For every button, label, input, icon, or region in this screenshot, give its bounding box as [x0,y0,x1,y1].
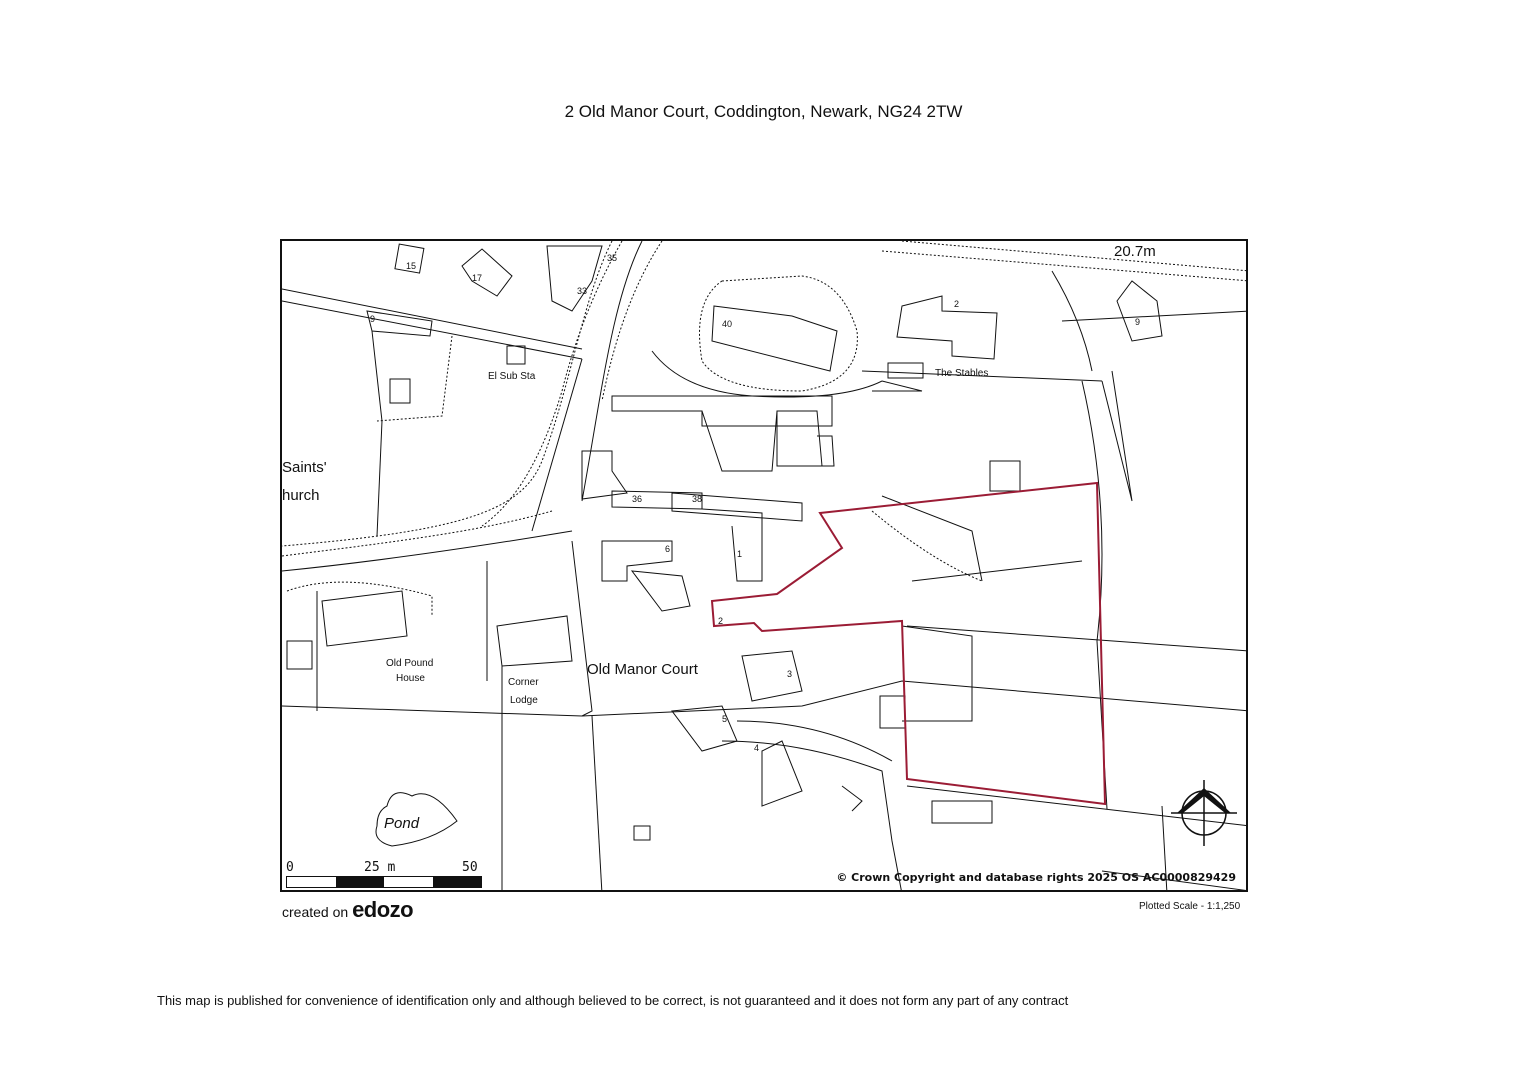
copyright-notice: © Crown Copyright and database rights 2025 OS AC0000829429 [836,871,1236,884]
house-number-17: 17 [472,273,483,283]
pond-label: Pond [384,815,420,832]
scale-tick-25: 25 m [364,860,396,875]
corner-lodge-label-2: Lodge [510,695,538,706]
house-number-36: 36 [632,494,643,504]
map-linework [282,241,1248,892]
house-number-9a: 9 [370,314,376,324]
created-on-text: created on [282,904,349,920]
old-pound-house-label-1: Old Pound [386,658,434,669]
house-number-3: 3 [787,669,793,679]
house-number-2-top: 2 [954,299,960,309]
house-number-35: 35 [607,253,618,263]
created-on-brand[interactable] [282,897,413,923]
house-number-4: 4 [754,743,760,753]
house-number-33: 33 [577,286,588,296]
scale-tick-0: 0 [286,860,294,875]
house-number-6: 6 [665,544,671,554]
church-label: hurch [282,487,320,504]
edozo-logo: edozo [352,897,414,922]
old-manor-court-label: Old Manor Court [587,661,698,678]
disclaimer-text: This map is published for convenience of identification only and although believed to be correct, is not guaranteed and it does not form any part of any contract [157,993,1069,1008]
old-pound-house-label-2: House [396,673,425,684]
house-number-2: 2 [718,616,724,626]
plotted-scale: Plotted Scale - 1:1,250 [1139,901,1241,912]
house-number-40: 40 [722,319,733,329]
map-canvas[interactable] [280,239,1248,892]
north-arrow-icon [1167,776,1241,850]
elevation-label: 20.7m [1114,243,1156,260]
house-number-5: 5 [722,714,728,724]
scale-bar [286,860,486,892]
house-number-38: 38 [692,494,703,504]
house-number-9b: 9 [1135,317,1141,327]
house-number-15: 15 [406,261,417,271]
corner-lodge-label-1: Corner [508,677,539,688]
scale-tick-50: 50 [462,860,478,875]
page-title: 2 Old Manor Court, Coddington, Newark, NG24 2TW [564,102,963,121]
house-number-1: 1 [737,549,743,559]
el-sub-sta-label: El Sub Sta [488,371,536,382]
the-stables-label: The Stables [935,368,989,379]
saints-label: Saints' [282,459,327,476]
